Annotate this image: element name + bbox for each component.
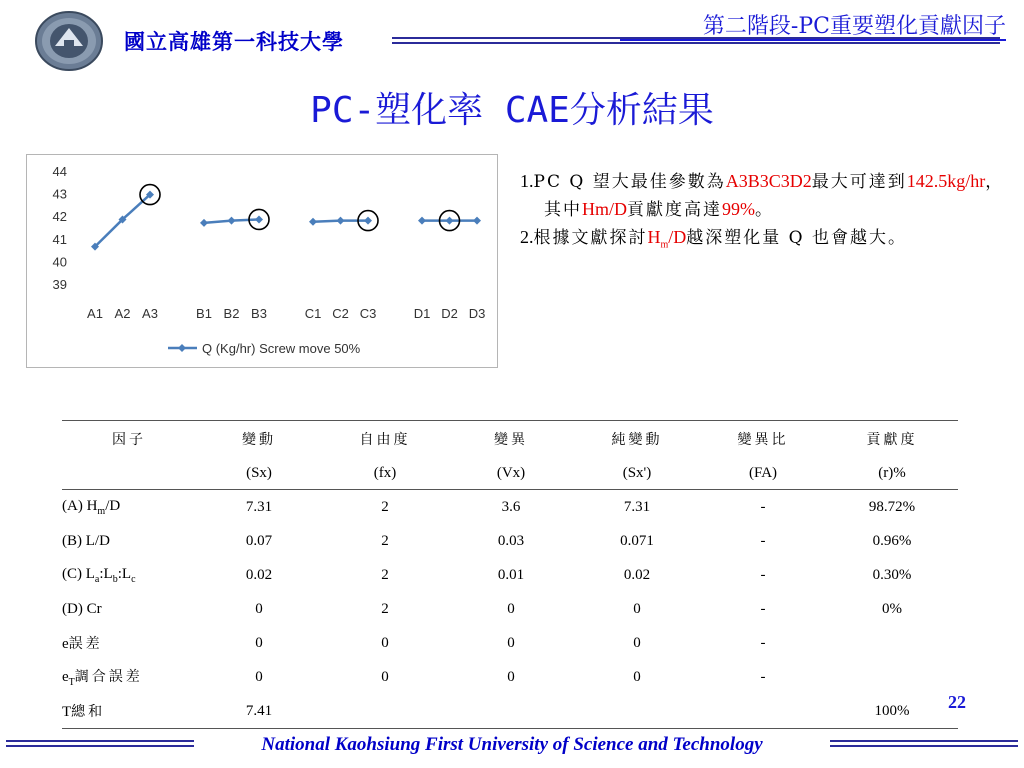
university-emblem-icon bbox=[34, 10, 104, 72]
subheader-factor bbox=[62, 457, 196, 490]
note-item-1 bbox=[520, 168, 1008, 224]
row-factor: (A) $H_m/D$ bbox=[62, 497, 121, 517]
subheader-dof: (fx) bbox=[322, 457, 448, 490]
cell-contribution: 98.72% bbox=[868, 498, 916, 515]
table-row bbox=[62, 524, 958, 558]
cell-variance-ratio: - bbox=[760, 498, 766, 515]
cell-variance: 0 bbox=[507, 600, 515, 617]
header-variance: 變異 bbox=[448, 421, 574, 458]
row-factor: e誤差 bbox=[62, 636, 103, 652]
data-point bbox=[228, 217, 236, 225]
note-2-factor-tail: /D bbox=[668, 227, 687, 247]
section-title-underline bbox=[620, 39, 1006, 41]
line-chart bbox=[26, 154, 498, 368]
cell-pure-variation: 0 bbox=[633, 634, 641, 651]
subheader-pure-variation: (Sx') bbox=[574, 457, 700, 490]
data-point bbox=[473, 217, 481, 225]
note-2-text-b: 越深塑化量 Q 也會越大。 bbox=[686, 228, 908, 248]
x-tick-label: C3 bbox=[359, 306, 377, 321]
note-2-factor-sub: m bbox=[660, 239, 669, 251]
x-tick-label: B1 bbox=[196, 306, 212, 321]
cell-variation: 0.07 bbox=[245, 532, 273, 549]
y-tick-label: 42 bbox=[52, 209, 67, 225]
cell-dof bbox=[322, 694, 448, 729]
note-1-number: 1. bbox=[520, 171, 534, 191]
subheader-contribution: (r)% bbox=[826, 457, 958, 490]
x-tick-label: A1 bbox=[87, 306, 103, 321]
footer-university-name: National Kaohsiung First University of Science and Technology bbox=[261, 734, 763, 755]
data-point bbox=[364, 217, 372, 225]
note-1-text-b: 最大可達到 bbox=[811, 172, 907, 192]
table-row bbox=[62, 592, 958, 626]
page-number: 22 bbox=[948, 692, 966, 712]
cell-contribution bbox=[826, 626, 958, 660]
cell-contribution: 0% bbox=[882, 600, 902, 617]
y-tick-label: 39 bbox=[52, 277, 67, 292]
cell-variation: 7.31 bbox=[245, 498, 273, 515]
header-variation: 變動 bbox=[196, 421, 322, 458]
cell-variance-ratio: - bbox=[760, 668, 766, 685]
cell-contribution: 0.30% bbox=[872, 566, 912, 583]
cell-variance: 0 bbox=[507, 634, 515, 651]
y-tick-label: 41 bbox=[52, 231, 67, 247]
x-tick-label: C1 bbox=[304, 306, 322, 321]
table-row bbox=[62, 694, 958, 729]
cell-variation: 0 bbox=[255, 668, 263, 685]
cell-dof: 2 bbox=[381, 498, 389, 515]
note-1-best-params: A3B3C3D2 bbox=[725, 171, 812, 191]
note-1-text-a: PC Q 望大最佳參數為 bbox=[533, 172, 726, 192]
subheader-variation: (Sx) bbox=[196, 457, 322, 490]
note-1-percent: 99% bbox=[722, 199, 755, 219]
chart-svg bbox=[27, 155, 497, 367]
school-name: 國立高雄第一科技大學 bbox=[124, 29, 344, 54]
cell-variation: 0.02 bbox=[245, 566, 273, 583]
cell-dof: 2 bbox=[381, 566, 389, 583]
table-row bbox=[62, 626, 958, 660]
cell-dof: 2 bbox=[381, 600, 389, 617]
cell-variance bbox=[448, 694, 574, 729]
cell-contribution: 0.96% bbox=[872, 532, 912, 549]
table-row bbox=[62, 490, 958, 525]
row-factor: T總和 bbox=[62, 694, 196, 729]
y-tick-label: 40 bbox=[52, 254, 67, 270]
cell-variance: 0 bbox=[507, 668, 515, 685]
footer-line-left bbox=[6, 740, 194, 750]
x-tick-label: B2 bbox=[223, 306, 240, 321]
data-point bbox=[418, 217, 426, 225]
x-tick-label: D1 bbox=[413, 306, 431, 321]
footer-line-right bbox=[830, 740, 1018, 750]
header-factor: 因子 bbox=[62, 421, 196, 458]
slide-title: PC-塑化率 CAE分析結果 bbox=[310, 90, 714, 131]
header-variance-ratio: 變異比 bbox=[700, 421, 826, 458]
cell-variation: 0 bbox=[255, 634, 263, 651]
row-factor: (C) $L_a:L_b:L_c$ bbox=[62, 565, 136, 585]
cell-dof: 0 bbox=[381, 634, 389, 651]
cell-pure-variation: 0 bbox=[633, 668, 641, 685]
cell-pure-variation bbox=[574, 694, 700, 729]
header-contribution: 貢獻度 bbox=[826, 421, 958, 458]
cell-pure-variation: 0 bbox=[633, 600, 641, 617]
subheader-variance-ratio: (FA) bbox=[700, 457, 826, 490]
subheader-variance: (Vx) bbox=[448, 457, 574, 490]
cell-pure-variation: 7.31 bbox=[623, 498, 651, 515]
cell-variance: 3.6 bbox=[501, 498, 521, 515]
row-factor: (B) L/D bbox=[62, 532, 110, 549]
cell-contribution: 100% bbox=[826, 694, 958, 729]
x-tick-label: A2 bbox=[114, 306, 131, 321]
cell-variance: 0.03 bbox=[497, 532, 525, 549]
data-point bbox=[200, 219, 208, 227]
row-factor: $e_T$調合誤差 bbox=[62, 669, 143, 688]
x-tick-label: D3 bbox=[468, 306, 486, 321]
cell-variation: 0 bbox=[255, 600, 263, 617]
row-factor: (D) Cr bbox=[62, 600, 102, 617]
note-2-text-a: 根據文獻探討 bbox=[533, 228, 648, 248]
note-1-text-c: ，其中 bbox=[544, 172, 1005, 220]
note-item-2 bbox=[520, 224, 1008, 259]
y-tick-label: 44 bbox=[52, 164, 67, 179]
data-point bbox=[337, 217, 345, 225]
anova-table bbox=[62, 420, 958, 729]
section-title: 第二階段-PC重要塑化貢獻因子 bbox=[702, 14, 1006, 39]
x-tick-label: A3 bbox=[142, 306, 158, 321]
x-tick-label: B3 bbox=[251, 306, 267, 321]
cell-variance-ratio: - bbox=[760, 634, 766, 651]
table-subheader-row bbox=[62, 457, 958, 490]
data-point bbox=[446, 217, 454, 225]
data-point bbox=[309, 218, 317, 226]
table-row bbox=[62, 558, 958, 592]
cell-variation: 7.41 bbox=[196, 694, 322, 729]
table-header-row bbox=[62, 421, 958, 458]
legend-marker bbox=[178, 344, 186, 352]
note-1-max-rate: 142.5kg/hr bbox=[906, 171, 986, 191]
cell-variance-ratio bbox=[700, 694, 826, 729]
data-point bbox=[255, 215, 263, 223]
cell-variance-ratio: - bbox=[760, 566, 766, 583]
header-pure-variation: 純變動 bbox=[574, 421, 700, 458]
note-2-factor bbox=[647, 227, 687, 251]
y-tick-label: 43 bbox=[52, 186, 67, 202]
note-2-factor-main: H bbox=[647, 227, 661, 247]
table-row bbox=[62, 660, 958, 694]
cell-pure-variation: 0.071 bbox=[620, 532, 654, 549]
cell-dof: 2 bbox=[381, 532, 389, 549]
analysis-notes bbox=[520, 168, 1008, 259]
header-dof: 自由度 bbox=[322, 421, 448, 458]
cell-variance-ratio: - bbox=[760, 600, 766, 617]
cell-pure-variation: 0.02 bbox=[623, 566, 651, 583]
cell-variance: 0.01 bbox=[497, 566, 525, 583]
x-tick-label: D2 bbox=[441, 306, 458, 321]
note-1-factor: Hm/D bbox=[582, 199, 627, 219]
legend-label: Q (Kg/hr) Screw move 50% bbox=[202, 341, 361, 356]
note-2-number: 2. bbox=[520, 227, 534, 247]
cell-variance-ratio: - bbox=[760, 532, 766, 549]
note-1-text-d: 貢獻度高達 bbox=[627, 200, 722, 220]
table-body bbox=[62, 490, 958, 729]
cell-contribution bbox=[826, 660, 958, 694]
cell-dof: 0 bbox=[381, 668, 389, 685]
x-tick-label: C2 bbox=[332, 306, 349, 321]
note-1-text-e: 。 bbox=[755, 200, 774, 220]
